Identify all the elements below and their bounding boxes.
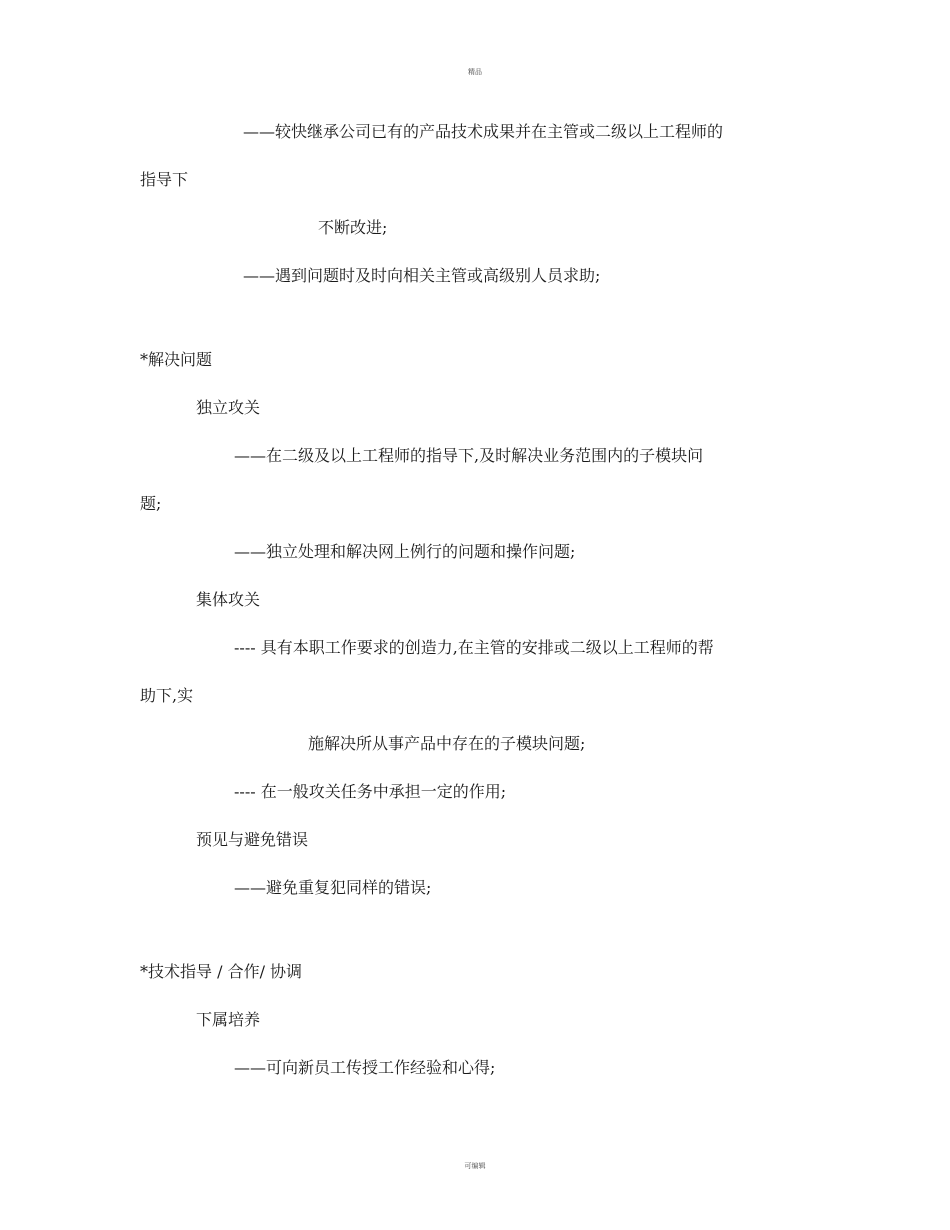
text-line: 不断改进; — [318, 218, 388, 237]
section-heading: *技术指导 / 合作/ 协调 — [140, 962, 303, 981]
text-line: ——独立处理和解决网上例行的问题和操作问题; — [234, 542, 576, 561]
text-line: ——在二级及以上工程师的指导下,及时解决业务范围内的子模块问 — [234, 446, 704, 465]
page-header: 精品 — [468, 68, 482, 76]
subsection-heading: 预见与避免错误 — [196, 830, 309, 849]
text-line: ——较快继承公司已有的产品技术成果并在主管或二级以上工程师的 — [243, 122, 724, 141]
text-line: 题; — [140, 494, 162, 513]
subsection-heading: 下属培养 — [196, 1010, 261, 1029]
page-footer: 可编辑 — [464, 1162, 486, 1170]
text-line: ---- 具有本职工作要求的创造力,在主管的安排或二级以上工程师的帮 — [234, 638, 714, 657]
text-line: 施解决所从事产品中存在的子模块问题; — [308, 734, 586, 753]
text-line: 指导下 — [140, 170, 189, 189]
subsection-heading: 独立攻关 — [196, 398, 261, 417]
text-line: ——可向新员工传授工作经验和心得; — [234, 1058, 496, 1077]
text-line: 助下,实 — [140, 686, 194, 705]
text-line: ——遇到问题时及时向相关主管或高级别人员求助; — [243, 266, 601, 285]
subsection-heading: 集体攻关 — [196, 590, 261, 609]
section-heading: *解决问题 — [140, 350, 213, 369]
text-line: ---- 在一般攻关任务中承担一定的作用; — [234, 782, 507, 801]
text-line: ——避免重复犯同样的错误; — [234, 878, 432, 897]
